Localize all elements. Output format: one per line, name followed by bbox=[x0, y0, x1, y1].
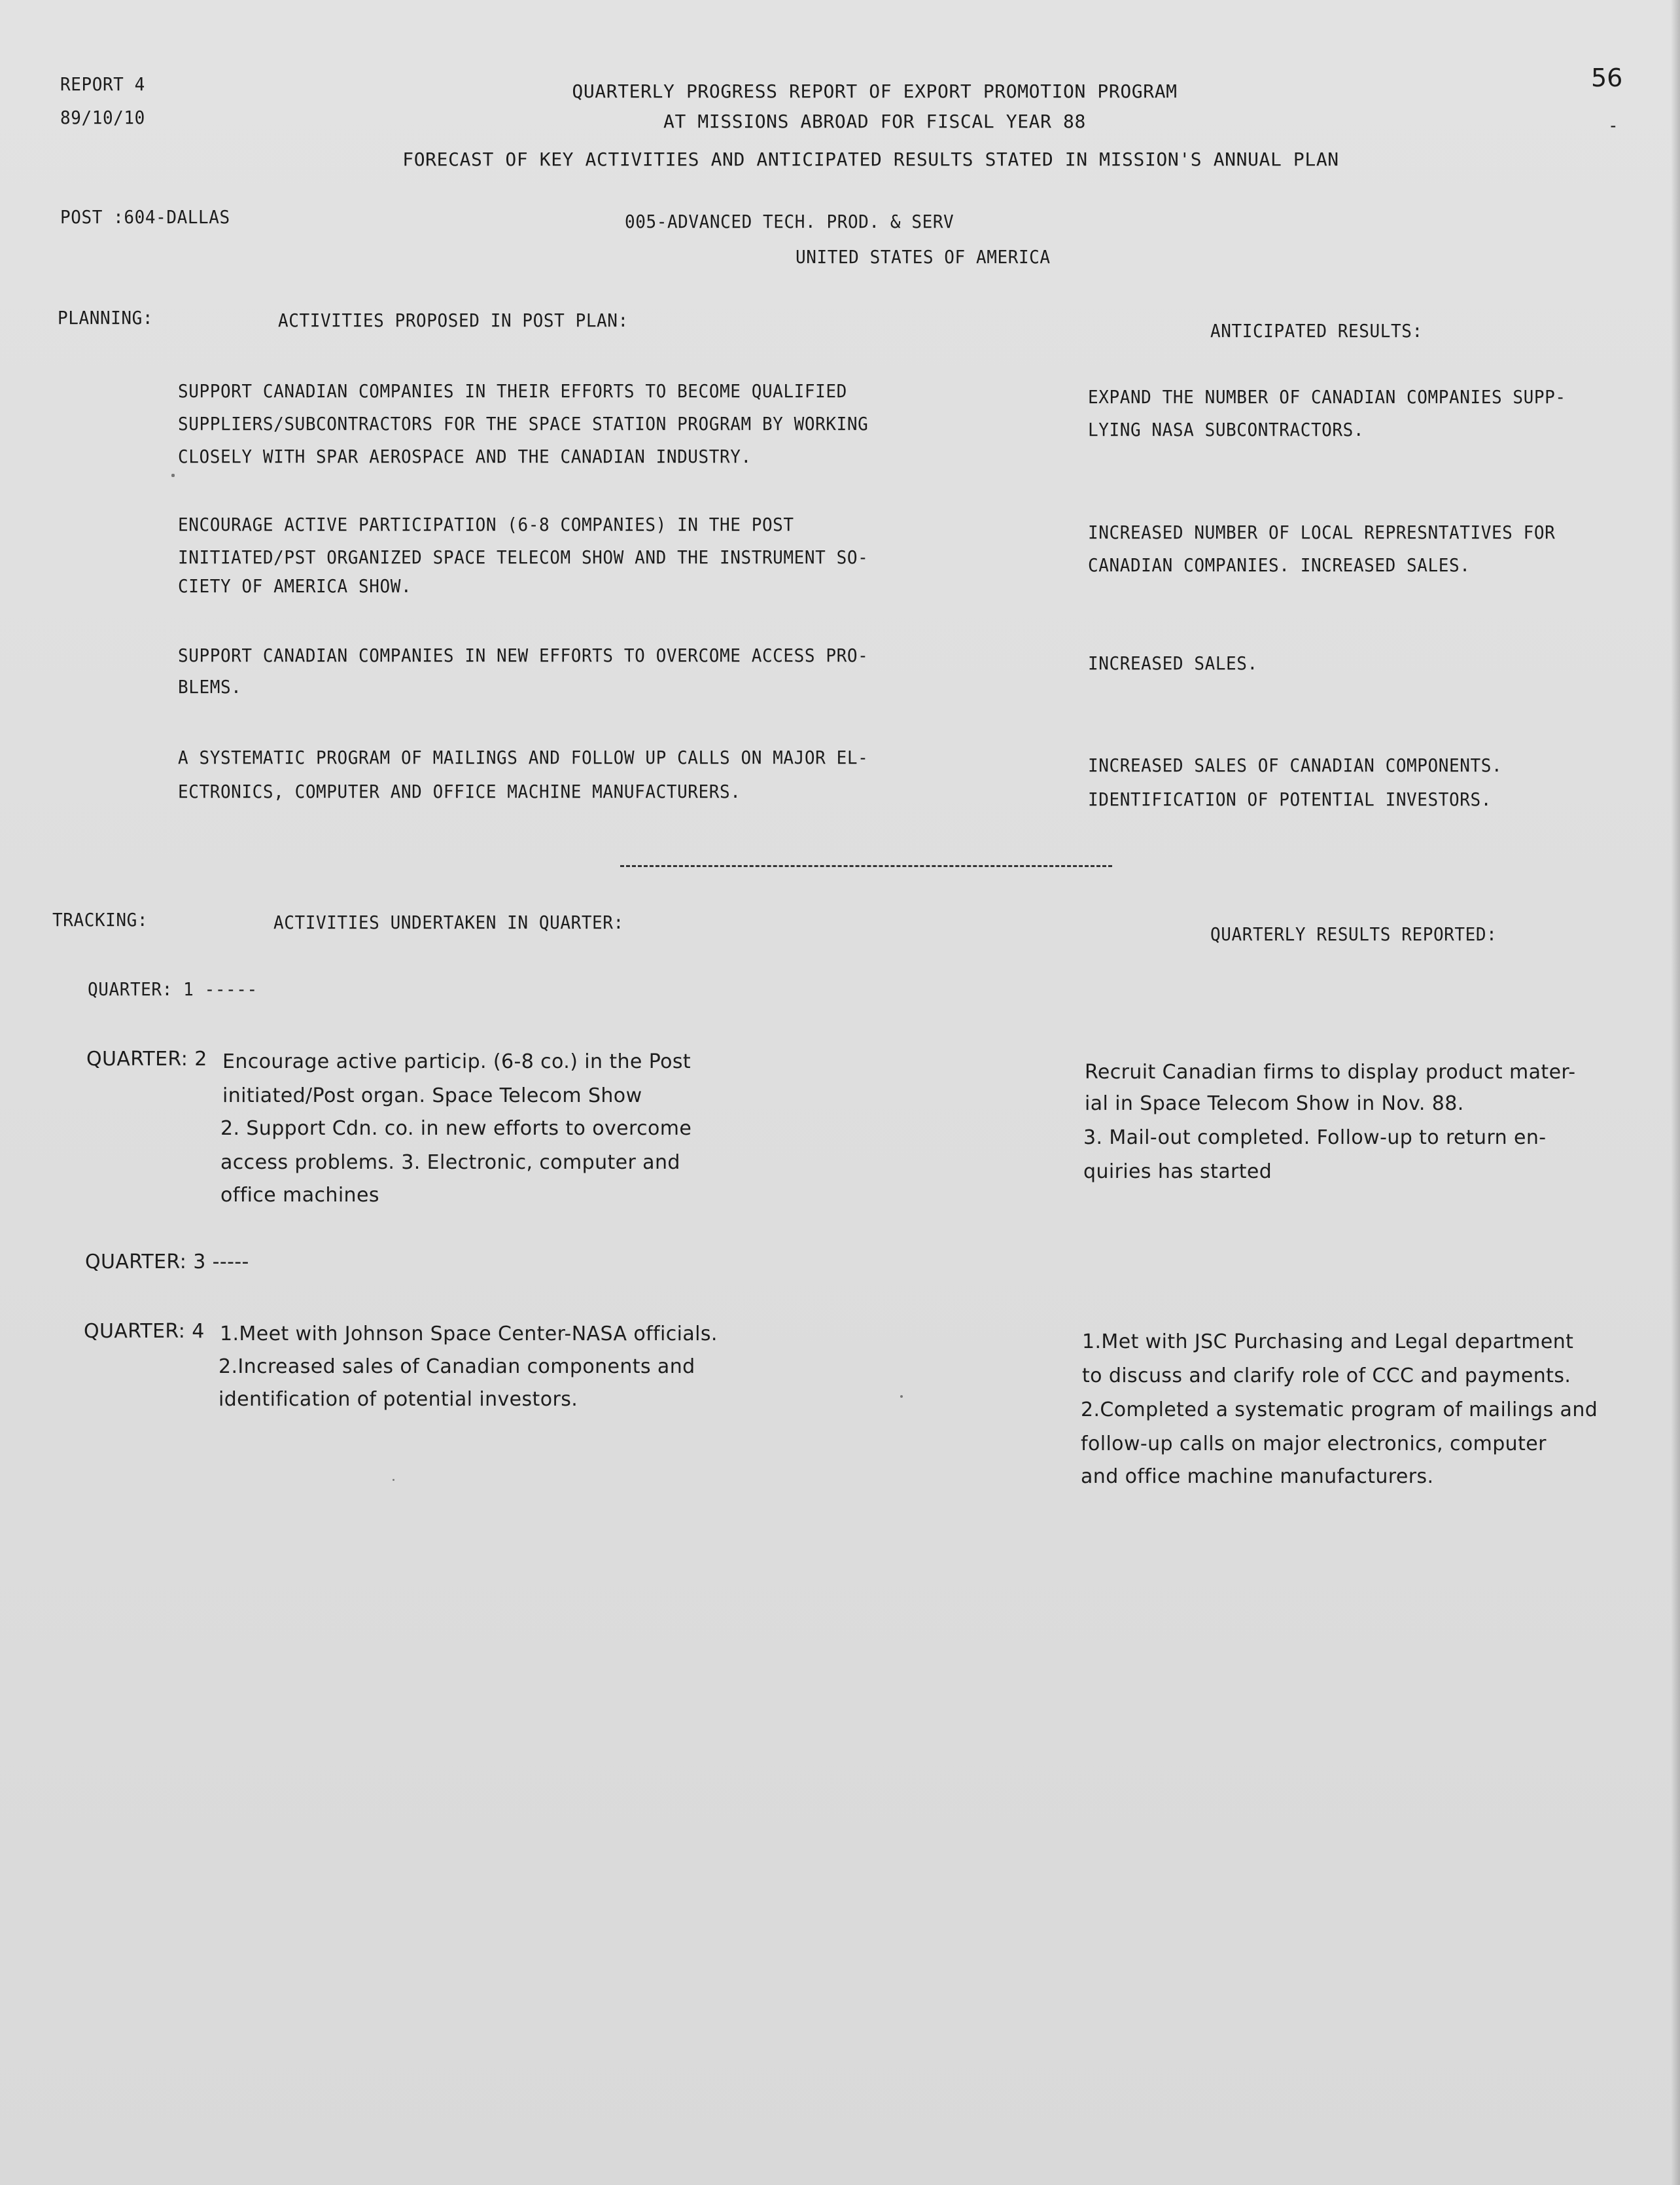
quarter-2-result-line-1: Recruit Canadian firms to display product mater- bbox=[1085, 1061, 1576, 1084]
tracking-activities-heading: ACTIVITIES UNDERTAKEN IN QUARTER: bbox=[273, 912, 624, 933]
quarter-4-result-line-3: 2.Completed a systematic program of mailings and bbox=[1081, 1398, 1598, 1421]
planning-result-2-line-2: CANADIAN COMPANIES. INCREASED SALES. bbox=[1088, 554, 1471, 576]
planning-result-1-line-2: LYING NASA SUBCONTRACTORS. bbox=[1088, 419, 1365, 440]
quarter-4-result-line-2: to discuss and clarify role of CCC and payments. bbox=[1082, 1364, 1571, 1387]
anticipated-results-heading: ANTICIPATED RESULTS: bbox=[1210, 320, 1423, 342]
quarter-4-result-line-4: follow-up calls on major electronics, computer bbox=[1081, 1432, 1547, 1455]
quarter-2-activity-line-4: access problems. 3. Electronic, computer and bbox=[220, 1151, 680, 1174]
section-divider bbox=[620, 865, 1112, 867]
planning-activities-heading: ACTIVITIES PROPOSED IN POST PLAN: bbox=[278, 310, 629, 331]
planning-result-4-line-2: IDENTIFICATION OF POTENTIAL INVESTORS. bbox=[1088, 789, 1492, 810]
quarter-2-activity-line-3: 2. Support Cdn. co. in new efforts to overcome bbox=[220, 1117, 692, 1140]
planning-result-2-line-1: INCREASED NUMBER OF LOCAL REPRESNTATIVES FOR bbox=[1088, 522, 1556, 543]
page-number: 56 bbox=[1591, 63, 1623, 92]
page-mark: - bbox=[1608, 115, 1619, 136]
planning-activity-1-line-3: CLOSELY WITH SPAR AEROSPACE AND THE CANADIAN INDUSTRY. bbox=[178, 446, 752, 467]
planning-label: PLANNING: bbox=[58, 307, 154, 329]
quarter-2-activity-line-5: office machines bbox=[220, 1184, 379, 1207]
quarter-2-result-line-2: ial in Space Telecom Show in Nov. 88. bbox=[1085, 1092, 1464, 1115]
planning-activity-1-line-1: SUPPORT CANADIAN COMPANIES IN THEIR EFFORTS TO BECOME QUALIFIED bbox=[178, 380, 847, 402]
planning-activity-4-line-1: A SYSTEMATIC PROGRAM OF MAILINGS AND FOLLOW UP CALLS ON MAJOR EL- bbox=[178, 747, 869, 768]
report-date: 89/10/10 bbox=[60, 107, 145, 128]
quarter-4-activity-line-2: 2.Increased sales of Canadian components and bbox=[219, 1355, 695, 1378]
page-edge-shadow bbox=[1671, 0, 1680, 2185]
planning-result-1-line-1: EXPAND THE NUMBER OF CANADIAN COMPANIES SUPP- bbox=[1088, 386, 1566, 408]
planning-activity-2-line-1: ENCOURAGE ACTIVE PARTICIPATION (6-8 COMPANIES) IN THE POST bbox=[178, 514, 794, 535]
quarter-4-label: QUARTER: 4 bbox=[84, 1320, 205, 1343]
title-line-1: QUARTERLY PROGRESS REPORT OF EXPORT PROMOTION PROGRAM bbox=[572, 80, 1178, 102]
planning-result-3-line-1: INCREASED SALES. bbox=[1088, 652, 1258, 674]
quarter-1-label: QUARTER: 1 ----- bbox=[88, 978, 258, 1000]
planning-activity-1-line-2: SUPPLIERS/SUBCONTRACTORS FOR THE SPACE STATION PROGRAM BY WORKING bbox=[178, 413, 869, 435]
title-line-2: AT MISSIONS ABROAD FOR FISCAL YEAR 88 bbox=[663, 111, 1086, 132]
quarter-2-activity-line-1: Encourage active particip. (6-8 co.) in the Post bbox=[222, 1050, 691, 1073]
quarter-4-activity-line-3: identification of potential investors. bbox=[219, 1388, 578, 1411]
planning-activity-3-line-1: SUPPORT CANADIAN COMPANIES IN NEW EFFORTS TO OVERCOME ACCESS PRO- bbox=[178, 645, 869, 666]
quarter-2-result-line-4: quiries has started bbox=[1083, 1160, 1272, 1183]
quarter-2-activity-line-2: initiated/Post organ. Space Telecom Show bbox=[222, 1084, 642, 1107]
ink-speck bbox=[171, 474, 175, 477]
quarter-4-result-line-5: and office machine manufacturers. bbox=[1081, 1465, 1434, 1488]
ink-speck bbox=[900, 1395, 903, 1398]
quarter-2-result-line-3: 3. Mail-out completed. Follow-up to return en- bbox=[1083, 1126, 1547, 1149]
tracking-label: TRACKING: bbox=[52, 909, 149, 931]
country-label: UNITED STATES OF AMERICA bbox=[796, 246, 1051, 268]
planning-activity-3-line-2: BLEMS. bbox=[178, 676, 242, 698]
quarter-3-label: QUARTER: 3 ----- bbox=[85, 1251, 249, 1273]
planning-activity-4-line-2: ECTRONICS, COMPUTER AND OFFICE MACHINE MANUFACTURERS. bbox=[178, 781, 741, 802]
report-number: REPORT 4 bbox=[60, 73, 145, 95]
quarter-2-label: QUARTER: 2 bbox=[86, 1048, 207, 1071]
ink-speck bbox=[393, 1479, 394, 1481]
planning-result-4-line-1: INCREASED SALES OF CANADIAN COMPONENTS. bbox=[1088, 755, 1503, 776]
title-line-3: FORECAST OF KEY ACTIVITIES AND ANTICIPATED RESULTS STATED IN MISSION'S ANNUAL PLAN bbox=[402, 149, 1339, 170]
quarterly-results-heading: QUARTERLY RESULTS REPORTED: bbox=[1210, 923, 1497, 945]
quarter-4-result-line-1: 1.Met with JSC Purchasing and Legal department bbox=[1082, 1330, 1574, 1353]
post-label: POST :604-DALLAS bbox=[60, 206, 230, 228]
sector-label: 005-ADVANCED TECH. PROD. & SERV bbox=[625, 211, 954, 232]
planning-activity-2-line-2: INITIATED/PST ORGANIZED SPACE TELECOM SHOW AND THE INSTRUMENT SO- bbox=[178, 546, 869, 568]
planning-activity-2-line-3: CIETY OF AMERICA SHOW. bbox=[178, 575, 412, 597]
quarter-4-activity-line-1: 1.Meet with Johnson Space Center-NASA officials. bbox=[220, 1323, 718, 1345]
